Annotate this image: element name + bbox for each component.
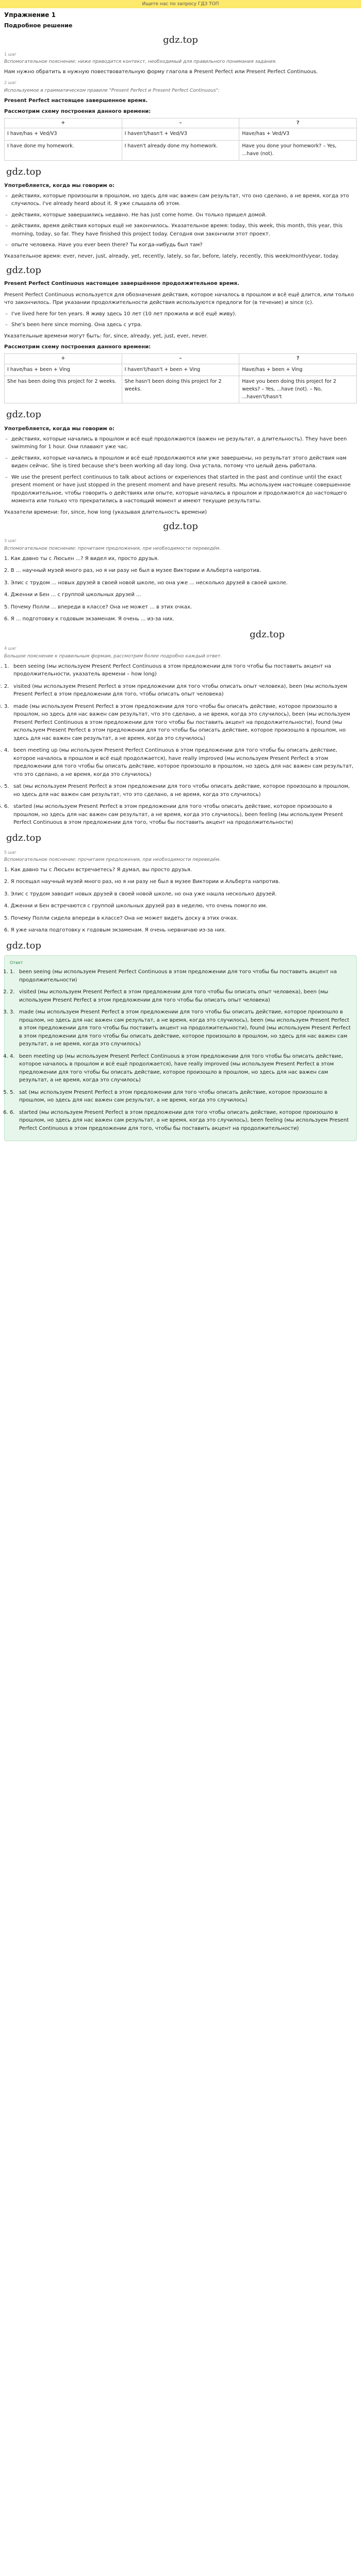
list-item: 5. 5. sat (мы используем Present Perfect в этом предложении для того чтобы описать действие, которое произошло в прошлом, но здесь для нас важен сам результат, а не время, когда это случилось) <box>10 1089 352 1105</box>
list-item: 5. Почему Полли ... впереди в классе? Она не может ... в этих очках. <box>4 604 192 610</box>
watermark: gdz.top <box>6 940 41 951</box>
list-item: – I've lived here for ten years. Я живу здесь 10 лет (10 лет прожила и всё ещё живу). <box>4 310 357 318</box>
pp-sign-question: ? <box>239 118 357 128</box>
list-item: 1. Как давно ты с Люсьен встречаетесь? Я думал, вы просто друзья. <box>4 867 192 873</box>
answer-text: started (мы используем Present Perfect в этом предложении для того чтобы описать действие, которое произошло в прошлом, но здесь для нас важен сам результат, а не время, когда это случилось), been feeling (мы используем Present Perfect Continuous в этом предложении для того, чтобы бы поставить акцент на продолжительности) <box>13 804 343 826</box>
page-subtitle: Подробное решение <box>4 22 73 29</box>
list-item: 2. В ... научный музей много раз, но я ни разу не был в музее Виктории и Альберта напротив. <box>4 568 261 574</box>
list-item: 1. Как давно ты с Люсьен ...? Я видел их, просто друзья. <box>4 555 159 562</box>
pp-cell: Have/has + Ved/V3 <box>239 128 357 141</box>
ppc-footer-markers: Указатели времени: for, since, how long (указывая длительность времени) <box>4 509 207 515</box>
list-item: 3. 3. made (мы используем Present Perfect в этом предложении для того чтобы бы описать действие, которое произошло в прошлом, но здесь для нас важен сам результат, а не время, когда это случилось), been (мы используем Present Perfect в этом предложении для того чтобы бы поставить акцент на продолжительности), found (мы используем Present Perfect в этом предложении для того чтобы бы описать действие, которое произошло в прошлом, но здесь для нас важен сам результат, а не время, когда это случилось) <box>10 1008 352 1048</box>
ppc-heading: Present Perfect Continuous настоящее завершённое продолжительное время. <box>4 281 239 287</box>
watermark: gdz.top <box>6 265 41 276</box>
pp-cell: I haven't already done my homework. <box>122 141 239 160</box>
ppc-cell: I haven't/hasn't + been + Ving <box>122 364 239 376</box>
ppc-scheme-title: Рассмотрим схему построения данного времени: <box>4 344 151 350</box>
list-item: – действиях, которые начались в прошлом и всё ещё продолжаются (важен не результат, а длительность). They have been swimming for 1 hour. Они плавают уже час. <box>4 435 357 451</box>
pp-sign-minus: – <box>122 118 239 128</box>
step-1-task: Вспомогательное пояснение: ниже приводится контекст, необходимый для правильного понимания задания. <box>4 59 277 64</box>
watermark: gdz.top <box>250 629 285 640</box>
step-4-list <box>4 663 357 827</box>
step-1-label: 1 шаг <box>4 52 17 57</box>
step-2-title: Используемое в грамматическом правиле "Present Perfect и Present Perfect Continuous": <box>4 88 220 93</box>
step-1-text: Нам нужно обратить в нужную повествовательную форму глагола в Present Perfect или Present Perfect Continuous. <box>4 69 318 75</box>
list-item: 3. Элис с трудом ... новых друзей в своей новой школе, но она уже ... несколько друзей в своей школе. <box>4 580 288 586</box>
ppc-sign-plus: + <box>5 353 122 364</box>
answer-text: been meeting up (мы используем Present Perfect Continuous в этом предложении для того чтобы бы описать действие, которое началось в прошлом и всё ещё продолжается), have really improved (мы используем Present Perfect в этом предложении для того чтобы бы описать действие, которое произошло в прошлом, но здесь для нас важен сам результат, а не время, когда это случилось) <box>19 1053 343 1083</box>
list-item: 5. 5. sat (мы используем Present Perfect в этом предложении для того чтобы описать действие, которое произошло в прошлом, но здесь для нас важен сам результат, что это сделано, а не время, когда это случилось) <box>4 783 357 799</box>
ppc-cell: She hasn't been doing this project for 2 weeks. <box>122 376 239 403</box>
pp-usage-list <box>4 192 357 249</box>
ppc-cell: Have you been doing this project for 2 weeks? – Yes, ...have (not). – No, ...haven't/hasn't <box>239 376 357 403</box>
ppc-intro: Present Perfect Continuous используется для обозначения действия, которое началось в прошлом и всё ещё длится, или только что закончилось. При указании продолжительности действия используются предлоги for (в течение) и since (с). <box>4 292 354 306</box>
ppc-cell: She has been doing this project for 2 weeks. <box>5 376 122 403</box>
pp-scheme-table <box>4 118 357 161</box>
step-2-label: 2 шаг <box>4 80 17 86</box>
list-item: 4. Дженни и Бен встречаются с группой школьных друзей раз в неделю, что очень помогло им. <box>4 903 268 909</box>
list-item: 2. 2. visited (мы используем Present Perfect в этом предложении для того чтобы описать опыт человека), been (мы используем Present Perfect в этом предложении для того, чтобы описать опыт человека) <box>4 683 357 699</box>
list-item: – действиях, время действия которых ещё не закончилось. Указательное время: today, this week, this month, this year, this morning, today, so far. They have finished this project today. Сегодня они закончили этот проект. <box>4 222 357 238</box>
list-item: 5. Почему Полли сидела впереди в классе? Она не может видеть доску в этих очках. <box>4 915 238 921</box>
list-item: – She's been here since morning. Она здесь с утра. <box>4 321 357 329</box>
list-item: 6. 6. started (мы используем Present Perfect в этом предложении для того чтобы описать действие, которое произошло в прошлом, но здесь для нас важен сам результат, а не время, когда это случилось), been feeling (мы используем Present Perfect Continuous в этом предложении для того, чтобы бы поставить акцент на продолжительности) <box>10 1109 352 1133</box>
list-item: 2. 2. visited (мы используем Present Perfect в этом предложении для того чтобы бы описать опыт человека), been (мы используем Present Perfect в этом предложении для того чтобы бы описать опыт человека) <box>10 988 352 1004</box>
answer-text: visited (мы используем Present Perfect в этом предложении для того чтобы бы описать опыт человека), been (мы используем Present Perfect в этом предложении для того чтобы бы описать опыт человека) <box>19 989 329 1003</box>
list-item: – действиях, которые начались в прошлом и всё ещё продолжаются или уже завершены, но результат этого действия нам виден сейчас. She is tired because she's been working all day long. Она устала, потому что целый день работала. <box>4 454 357 470</box>
page-title: Упражнение 1 <box>4 11 56 19</box>
list-item: 1. 1. been seeing (мы используем Present Perfect Continuous в этом предложении для того чтобы бы поставить акцент на продолжительности, указатель времени – how long) <box>4 663 357 679</box>
content <box>0 10 361 1141</box>
pp-markers: Указательное время: ever, never, just, already, yet, recently, lately, so far, before, lately, recently, this week/month/year, today. <box>4 253 339 259</box>
list-item: 4. 4. been meeting up (мы используем Present Perfect Continuous в этом предложении для того чтобы бы описать действие, которое началось в прошлом и всё ещё продолжается), have really improved (мы используем Present Perfect в этом предложении для того чтобы бы описать действие, которое произошло в прошлом, но здесь для нас важен сам результат, что это сделано, а не время, когда это случилось) <box>4 747 357 778</box>
answer-list <box>10 968 352 1132</box>
answer-text: been seeing (мы используем Present Perfect Continuous в этом предложении для того чтобы бы поставить акцент на продолжительности) <box>19 969 337 983</box>
list-item: 3. Элис с трудом заводит новых друзей в своей новой школе, но она уже нашла несколько друзей. <box>4 891 277 897</box>
pp-scheme-title: Рассмотрим схему построения данного времени: <box>4 109 151 115</box>
list-item: 6. 6. started (мы используем Present Perfect в этом предложении для того чтобы описать действие, которое произошло в прошлом, но здесь для нас важен сам результат, а не время, когда это случилось), been feeling (мы используем Present Perfect Continuous в этом предложении для того, чтобы бы поставить акцент на продолжительности) <box>4 803 357 827</box>
ppc-sign-minus: – <box>122 353 239 364</box>
answer-text: made (мы используем Present Perfect в этом предложении для того чтобы бы описать действие, которое произошло в прошлом, но здесь для нас важен сам результат, а не время, когда это случилось), been (мы используем Present Perfect в этом предложении для того чтобы бы поставить акцент на продолжительности), found (мы используем Present Perfect в этом предложении для того чтобы бы описать действие, которое произошло в прошлом, но здесь для нас важен сам результат, а не время, когда это случилось) <box>19 1009 351 1047</box>
answer-text: been seeing (мы используем Present Perfect Continuous в этом предложении для того чтобы бы поставить акцент на продолжительности, указатель времени – how long) <box>13 663 332 677</box>
list-item: 2. Я посещал научный музей много раз, но я ни разу не был в музее Виктории и Альберта напротив. <box>4 879 280 885</box>
answer-text: visited (мы используем Present Perfect в этом предложении для того чтобы описать опыт человека), been (мы используем Present Perfect в этом предложении для того, чтобы описать опыт человека) <box>13 683 348 698</box>
step-5-label: 5 шаг <box>4 850 17 855</box>
pp-cell: I have/has + Ved/V3 <box>5 128 122 141</box>
watermark: gdz.top <box>6 166 41 177</box>
list-item: 4. Дженни и Бен ... с группой школьных друзей ... <box>4 592 141 598</box>
pp-usage-title: Употребляется, когда мы говорим о: <box>4 183 115 189</box>
step-5-list <box>4 866 357 935</box>
list-item: 6. Я уже начала подготовку к годовым экзаменам. Я очень нервничаю из-за них. <box>4 927 226 934</box>
top-banner[interactable]: Ищете нас по запросу ГДЗ ТОП <box>0 0 361 8</box>
answer-label: Ответ <box>10 960 23 965</box>
watermark: gdz.top <box>163 521 198 532</box>
ppc-usage-title: Употребляется, когда мы говорим о: <box>4 426 115 432</box>
watermark: gdz.top <box>163 34 198 45</box>
ppc-examples <box>4 310 357 329</box>
pp-cell: I have done my homework. <box>5 141 122 160</box>
list-item: – действиях, которые завершились недавно. He has just come home. Он только пришел домой. <box>4 211 357 219</box>
answer-text: started (мы используем Present Perfect в этом предложении для того чтобы описать действие, которое произошло в прошлом, но здесь для нас важен сам результат, а не время, когда это случилось), been feeling (мы используем Present Perfect Continuous в этом предложении для того, чтобы бы поставить акцент на продолжительности) <box>19 1109 349 1131</box>
ppc-usage-list <box>4 435 357 505</box>
list-item: 4. 4. been meeting up (мы используем Present Perfect Continuous в этом предложении для того чтобы бы описать действие, которое началось в прошлом и всё ещё продолжается), have really improved (мы используем Present Perfect в этом предложении для того чтобы бы описать действие, которое произошло в прошлом, но здесь для нас важен сам результат, а не время, когда это случилось) <box>10 1053 352 1084</box>
pp-cell: I haven't/hasn't + Ved/V3 <box>122 128 239 141</box>
step-4-intro: Большое пояснение к правильным формам, рассмотрим более подробно каждый ответ. <box>4 653 222 659</box>
list-item: 3. 3. made (мы используем Present Perfect в этом предложении для того чтобы бы описать действие, которое произошло в прошлом, но здесь для нас важен сам результат, что это сделано, а не время, когда это случилось), been (мы используем Present Perfect Continuous в этом предложении для того чтобы бы поставить акцент на продолжительности), found (мы используем Present Perfect в этом предложении для того чтобы бы описать действие, которое произошло в прошлом, но здесь для нас важен сам результат, а не время, когда это случилось) <box>4 703 357 743</box>
step-5-intro: Вспомогательное пояснение: прочитаем предложения, при необходимости переведём. <box>4 857 221 863</box>
watermark: gdz.top <box>6 832 41 843</box>
step-3-intro: Вспомогательное пояснение: прочитаем предложения, при необходимости переведём. <box>4 546 221 551</box>
answer-box <box>4 955 357 1141</box>
answer-text: been meeting up (мы используем Present Perfect Continuous в этом предложении для того чтобы бы описать действие, которое началось в прошлом и всё ещё продолжается), have really improved (мы используем Present Perfect в этом предложении для того чтобы бы описать действие, которое произошло в прошлом, но здесь для нас важен сам результат, что это сделано, а не время, когда это случилось) <box>13 748 354 777</box>
ppc-cell: I have/has + been + Ving <box>5 364 122 376</box>
pp-sign-plus: + <box>5 118 122 128</box>
pp-heading: Present Perfect настоящее завершенное время. <box>4 97 148 104</box>
step-3-list <box>4 555 357 623</box>
answer-text: sat (мы используем Present Perfect в этом предложении для того чтобы описать действие, которое произошло в прошлом, но здесь для нас важен сам результат, что это сделано, а не время, когда это случилось) <box>13 784 350 798</box>
answer-text: made (мы используем Present Perfect в этом предложении для того чтобы бы описать действие, которое произошло в прошлом, но здесь для нас важен сам результат, что это сделано, а не время, когда это случилось), been (мы используем Present Perfect Continuous в этом предложении для того чтобы бы поставить акцент на продолжительности), found (мы используем Present Perfect в этом предложении для того чтобы бы описать действие, которое произошло в прошлом, но здесь для нас важен сам результат, а не время, когда это случилось) <box>13 703 351 741</box>
watermark: gdz.top <box>6 409 41 420</box>
pp-cell: Have you done your homework? – Yes, ...have (not). <box>239 141 357 160</box>
ppc-sign-question: ? <box>239 353 357 364</box>
step-4-label: 4 шаг <box>4 646 17 651</box>
ppc-markers: Указательные времени могут быть: for, since, already, yet, just, ever, never. <box>4 333 208 339</box>
answer-text: sat (мы используем Present Perfect в этом предложении для того чтобы описать действие, которое произошло в прошлом, но здесь для нас важен сам результат, а не время, когда это случилось) <box>19 1089 327 1104</box>
ppc-scheme-table <box>4 353 357 404</box>
list-item: – действиях, которые произошли в прошлом, но здесь для нас важен сам результат, что оно сделано, а не время, когда это случилось. I've already heard about it. Я уже слышала об этом. <box>4 192 357 208</box>
ppc-cell: Have/has + been + Ving <box>239 364 357 376</box>
list-item: 6. Я ... подготовку к годовым экзаменам. Я очень ... из-за них. <box>4 616 174 622</box>
list-item: – опыте человека. Have you ever been there? Ты когда-нибудь был там? <box>4 241 357 249</box>
list-item: 1. 1. been seeing (мы используем Present Perfect Continuous в этом предложении для того чтобы бы поставить акцент на продолжительности) <box>10 968 352 984</box>
list-item: – We use the present perfect continuous to talk about actions or experiences that started in the past and continue until the exact present moment or have just stopped in the present moment and have present results. Мы используем настоящее совершенное продолжительное, чтобы говорить о действиях или опыте, которые начались в прошлом и продолжаются до настоящего момента или только что прекратились в настоящий момент и имеют текущие результаты. <box>4 473 357 505</box>
step-3-label: 3 шаг <box>4 538 17 544</box>
